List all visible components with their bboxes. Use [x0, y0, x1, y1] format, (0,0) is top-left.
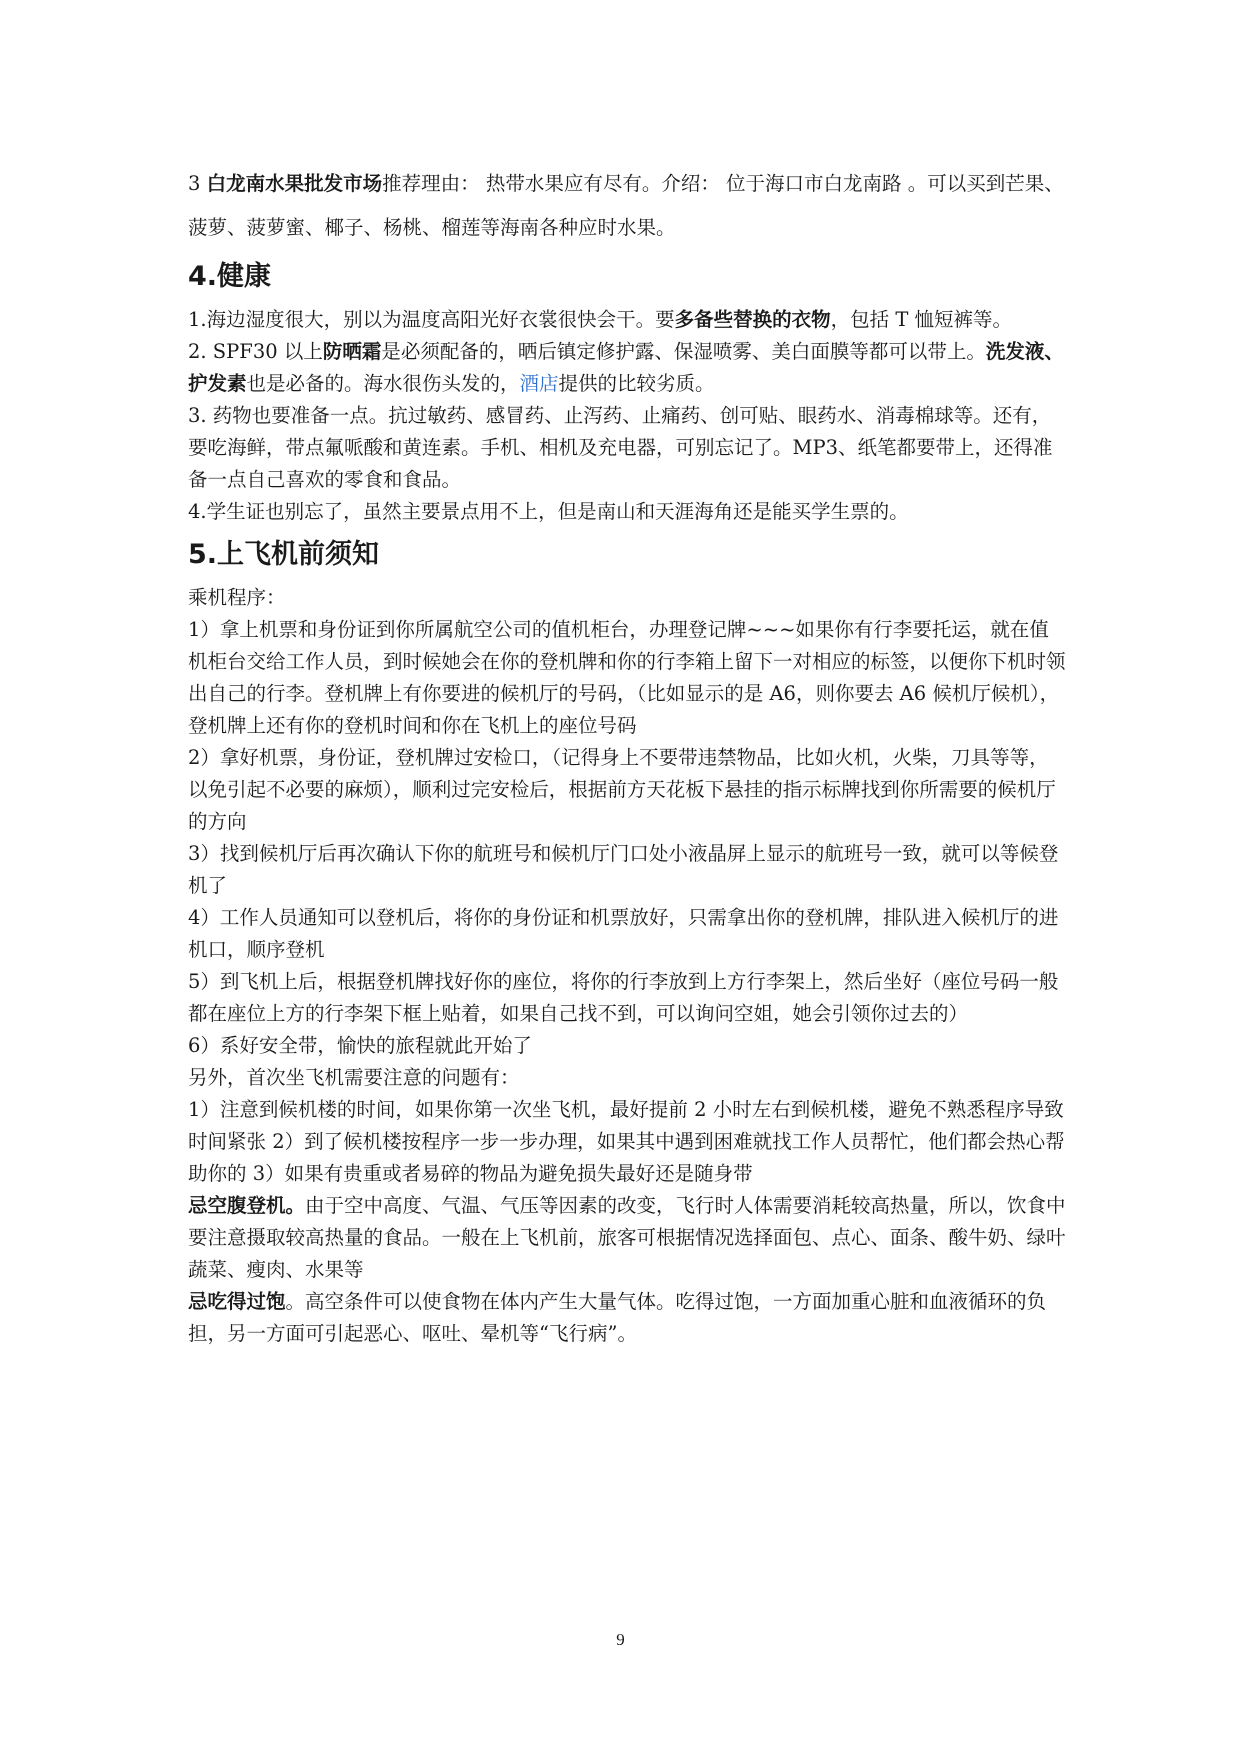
boarding-step-1: 1）拿上机票和身份证到你所属航空公司的值机柜台，办理登记牌~~~如果你有行李要托运，就在值机柜台交给工作人员，到时候她会在你的登机牌和你的行李箱上留下一对相应的标签，以便你下机时领出自己的行李。登机牌上有你要进的候机厅的号码，（比如显示的是 A6，则你要去 A6 候机厅候机），登机牌上还有你的登机时间和你在飞机上的座位号码 [188, 618, 1066, 737]
market-text: 推荐理由： 热带水果应有尽有。介绍： 位于海口市白龙南路 。可以买到芒果、菠萝、菠萝蜜、椰子、杨桃、榴莲等海南各种应时水果。 [188, 172, 1064, 239]
health-item-4: 4.学生证也别忘了，虽然主要景点用不上，但是南山和天涯海角还是能买学生票的。 [188, 500, 909, 523]
market-number: 3 [188, 172, 207, 195]
health-heading: 4.健康 [188, 261, 272, 292]
extra-notes: 1）注意到候机楼的时间，如果你第一次坐飞机，最好提前 2 小时左右到候机楼，避免不熟悉程序导致时间紧张 2）到了候机楼按程序一步一步办理，如果其中遇到困难就找工作人员帮忙，他们都会热心帮助你的 3）如果有贵重或者易碎的物品为避免损失最好还是随身带 [188, 1098, 1065, 1185]
health-item-1 [188, 304, 1068, 336]
health-item-1-text-a: 1.海边湿度很大，别以为温度高阳光好衣裳很快会干。要 [188, 308, 675, 331]
market-paragraph [188, 162, 1068, 250]
tip-overeating-bold: 忌吃得过饱 [188, 1290, 286, 1313]
health-item-2-text-a: 2. SPF30 以上 [188, 340, 323, 363]
tip-overeating [188, 1286, 1068, 1350]
page-number: 9 [616, 1630, 625, 1649]
health-item-1-text-b: ，包括 T 恤短裤等。 [830, 308, 1013, 331]
boarding-step-4: 4）工作人员通知可以登机后，将你的身份证和机票放好，只需拿出你的登机牌，排队进入候机厅的进机口，顺序登机 [188, 906, 1059, 961]
health-item-2-text-d: 提供的比较劣质。 [558, 372, 715, 395]
health-item-2-bold-shampoo: 洗发液、护发素 [188, 340, 1064, 395]
boarding-step-3: 3）找到候机厅后再次确认下你的航班号和候机厅门口处小液晶屏上显示的航班号一致，就可以等候登机了 [188, 842, 1059, 897]
hotel-link[interactable]: 酒店 [519, 372, 559, 395]
extra-intro: 另外，首次坐飞机需要注意的问题有： [188, 1066, 520, 1089]
health-item-2-text-c: 也是必备的。海水很伤头发的， [246, 372, 520, 395]
boarding-heading: 5.上飞机前须知 [188, 539, 380, 570]
boarding-step-5: 5）到飞机上后，根据登机牌找好你的座位，将你的行李放到上方行李架上，然后坐好（座位号码一般都在座位上方的行李架下框上贴着，如果自己找不到，可以询问空姐，她会引领你过去的） [188, 970, 1059, 1025]
tip-empty-stomach-bold: 忌空腹登机。 [188, 1194, 306, 1217]
tip-overeating-text: 。高空条件可以使食物在体内产生大量气体。吃得过饱，一方面加重心脏和血液循环的负担，另一方面可引起恶心、呕吐、晕机等“飞行病”。 [188, 1290, 1047, 1345]
health-item-3: 3. 药物也要准备一点。抗过敏药、感冒药、止泻药、止痛药、创可贴、眼药水、消毒棉球等。还有，要吃海鲜，带点氟哌酸和黄连素。手机、相机及充电器，可别忘记了。MP3、纸笔都要带上，还得准备一点自己喜欢的零食和食品。 [188, 404, 1053, 491]
page-content [188, 162, 1068, 1350]
health-item-2-text-b: 是必须配备的，晒后镇定修护露、保湿喷雾、美白面膜等都可以带上。 [381, 340, 986, 363]
health-item-2 [188, 336, 1068, 400]
boarding-step-2: 2）拿好机票，身份证，登机牌过安检口，（记得身上不要带违禁物品，比如火机，火柴，刀具等等，以免引起不必要的麻烦），顺利过完安检后，根据前方天花板下悬挂的指示标牌找到你所需要的候机厅的方向 [188, 746, 1056, 833]
tip-empty-stomach-text: 由于空中高度、气温、气压等因素的改变，飞行时人体需要消耗较高热量，所以，饮食中要注意摄取较高热量的食品。一般在上飞机前，旅客可根据情况选择面包、点心、面条、酸牛奶、绿叶蔬菜、瘦肉、水果等 [188, 1194, 1066, 1281]
health-item-2-bold-sunscreen: 防晒霜 [322, 340, 382, 363]
health-item-1-bold: 多备些替换的衣物 [674, 308, 831, 331]
tip-empty-stomach [188, 1190, 1068, 1286]
market-title: 白龙南水果批发市场 [206, 172, 383, 195]
boarding-step-6: 6）系好安全带，愉快的旅程就此开始了 [188, 1034, 532, 1057]
boarding-intro: 乘机程序： [188, 586, 286, 609]
